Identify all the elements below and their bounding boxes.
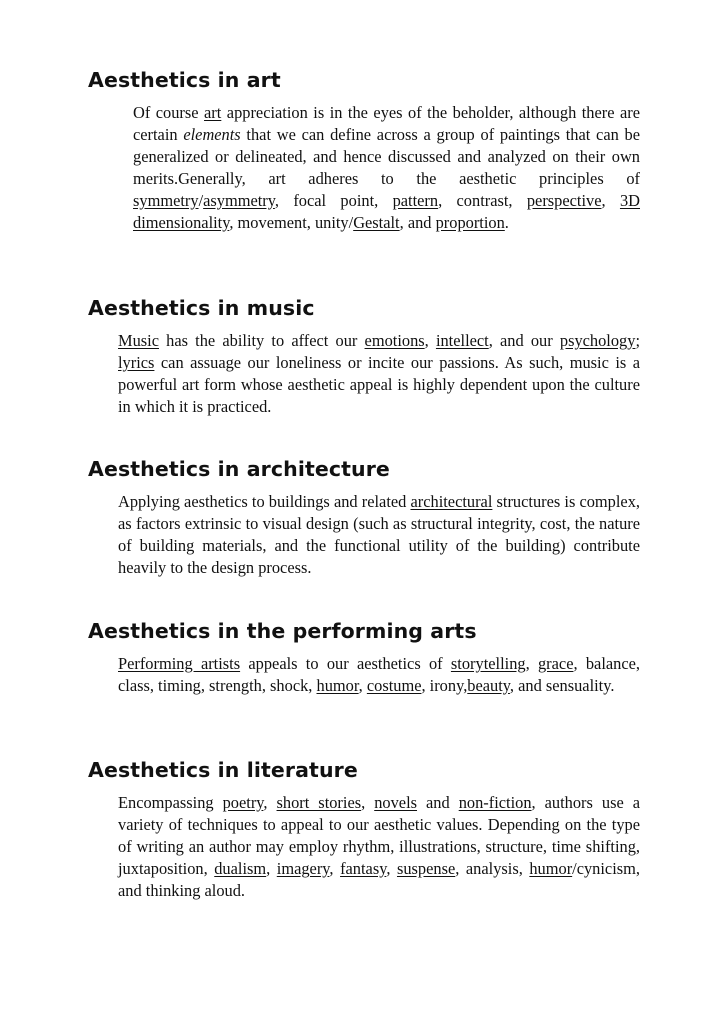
body-text: Of course (133, 103, 205, 122)
body-text: , movement, unity/ (229, 213, 354, 232)
body-text: ; (635, 331, 641, 350)
section-art (88, 68, 640, 234)
section-heading: Aesthetics in architecture (88, 457, 390, 481)
section-heading: Aesthetics in the performing arts (88, 619, 477, 643)
body-text: can assuage our loneliness or incite our passions. As such, music is a powerful art form whose aesthetic appeal is highly dependent upon the culture in which it is practiced. (118, 353, 640, 416)
hyperlink[interactable]: art (204, 103, 222, 122)
body-text: and (417, 793, 459, 812)
hyperlink[interactable]: beauty (467, 676, 510, 695)
hyperlink[interactable]: architectural (410, 492, 493, 511)
section-body (118, 792, 640, 902)
section-body (118, 330, 640, 418)
hyperlink[interactable]: intellect (435, 331, 489, 350)
body-text: appeals to our aesthetics of (240, 654, 451, 673)
body-text: . (504, 213, 509, 232)
hyperlink[interactable]: grace (537, 654, 574, 673)
body-text: , (601, 191, 620, 210)
hyperlink[interactable]: dualism (214, 859, 267, 878)
section-music (88, 296, 640, 418)
section-body (118, 653, 640, 697)
body-text: , focal point, (274, 191, 393, 210)
body-text: , irony, (421, 676, 468, 695)
hyperlink[interactable]: non-fiction (458, 793, 532, 812)
hyperlink[interactable]: poetry (222, 793, 264, 812)
section-heading: Aesthetics in art (88, 68, 281, 92)
body-text: , (424, 331, 436, 350)
body-text: , contrast, (438, 191, 527, 210)
body-text: has the ability to affect our (158, 331, 365, 350)
section-performing-arts (88, 619, 640, 697)
hyperlink[interactable]: fantasy (340, 859, 387, 878)
hyperlink[interactable]: asymmetry (203, 191, 275, 210)
hyperlink[interactable]: novels (374, 793, 418, 812)
body-text: , and sensuality. (509, 676, 615, 695)
hyperlink[interactable]: Performing artists (118, 654, 241, 673)
hyperlink[interactable]: Music (118, 331, 159, 350)
body-text: appreciation is in the eyes of the beholder, although there are certain (133, 103, 640, 144)
emphasis-text: elements (183, 125, 241, 144)
hyperlink[interactable]: proportion (435, 213, 505, 232)
hyperlink[interactable]: costume (366, 676, 422, 695)
body-text: , authors use a variety of techniques to appeal to our aesthetic values. Depending on the type of writing an author may employ rhythm, illustrations, structure, time shifting, juxtaposition, (118, 793, 640, 878)
body-text: /cynicism, and thinking aloud. (118, 859, 640, 900)
section-heading: Aesthetics in music (88, 296, 315, 320)
hyperlink[interactable]: humor (529, 859, 573, 878)
body-text: structures is complex, as factors extrinsic to visual design (such as structural integrity, cost, the nature of building materials, and the functional utility of the building) contribute heavily to the design process. (118, 492, 640, 577)
hyperlink[interactable]: emotions (364, 331, 425, 350)
body-text: , analysis, (455, 859, 530, 878)
body-text: , (266, 859, 277, 878)
body-text: , (361, 793, 375, 812)
hyperlink[interactable]: storytelling (450, 654, 526, 673)
body-text: , (263, 793, 277, 812)
hyperlink[interactable]: humor (316, 676, 359, 695)
hyperlink[interactable]: psychology (559, 331, 636, 350)
body-text: , and (399, 213, 436, 232)
body-text: , and our (488, 331, 560, 350)
body-text: , (329, 859, 341, 878)
body-text: Applying aesthetics to buildings and related (118, 492, 411, 511)
body-text: that we can define across a group of paintings that can be generalized or delineated, and hence discussed and analyzed on their own merits.Generally, art adheres to the aesthetic principles of (133, 125, 641, 188)
hyperlink[interactable]: symmetry (133, 191, 199, 210)
section-heading: Aesthetics in literature (88, 758, 358, 782)
body-text: / (198, 191, 204, 210)
section-literature (88, 758, 640, 902)
body-text: , (386, 859, 397, 878)
body-text: Encompassing (118, 793, 223, 812)
hyperlink[interactable]: perspective (526, 191, 602, 210)
section-body (118, 491, 640, 579)
body-text: , (358, 676, 367, 695)
hyperlink[interactable]: short stories (276, 793, 362, 812)
hyperlink[interactable]: imagery (276, 859, 330, 878)
body-text: , balance, class, timing, strength, shock, (118, 654, 640, 695)
hyperlink[interactable]: 3D dimensionality (133, 191, 640, 232)
section-body (133, 102, 640, 234)
hyperlink[interactable]: pattern (392, 191, 439, 210)
hyperlink[interactable]: suspense (396, 859, 456, 878)
hyperlink[interactable]: lyrics (118, 353, 155, 372)
hyperlink[interactable]: Gestalt (353, 213, 400, 232)
body-text: , (525, 654, 538, 673)
section-architecture (88, 457, 640, 579)
